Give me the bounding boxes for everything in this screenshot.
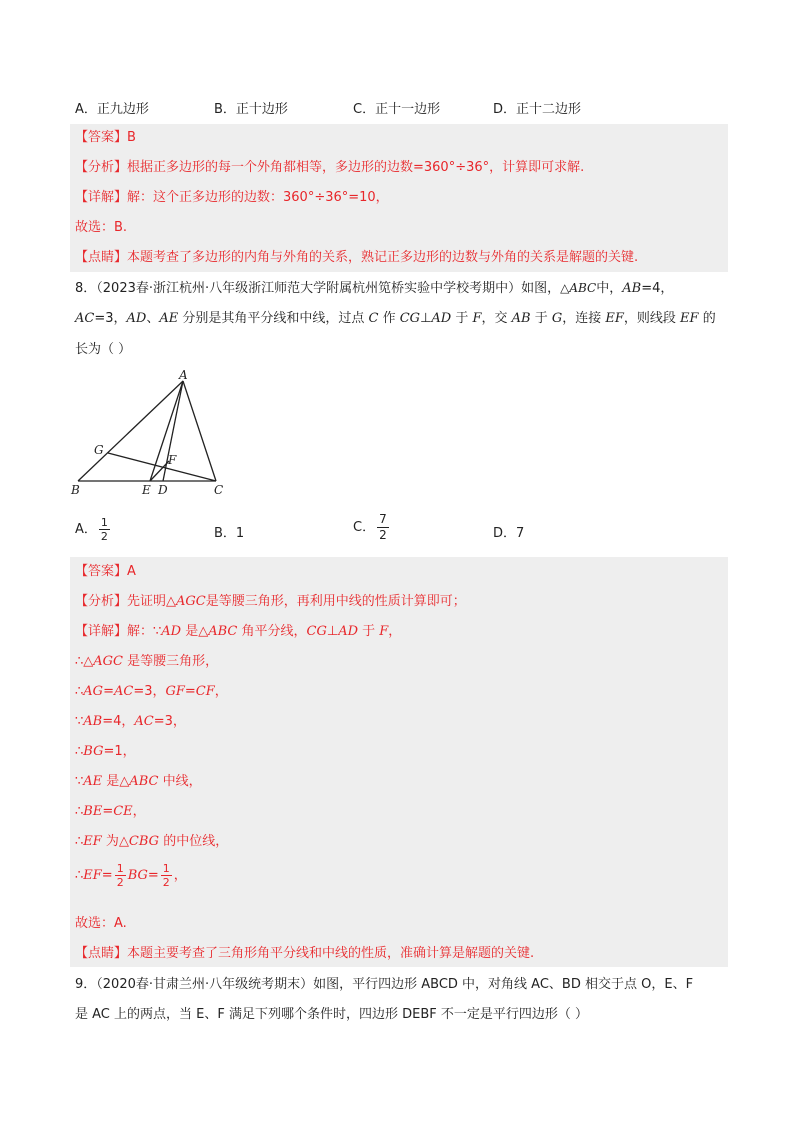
- q8-answer: 【答案】A: [75, 564, 136, 579]
- q8-triangle-figure: [68, 366, 238, 500]
- q8-step-8: ∴EF= $\frac{1}{2}$ BG= $\frac{1}{2}$ ，: [75, 862, 187, 889]
- q8-step-6: ∴BE=CE，: [75, 804, 146, 819]
- q8-step-4: ∴BG=1，: [75, 744, 136, 759]
- point-label-c: C: [214, 483, 224, 497]
- q7-answer: 【答案】B: [75, 130, 136, 145]
- q8-option-c: C． $\frac{7}{2}$: [353, 512, 387, 542]
- q7-comment: 【点睛】本题考查了多边形的内角与外角的关系，熟记正多边形的边数与外角的关系是解题的关键.: [75, 250, 639, 265]
- q7-choose: 故选：B.: [75, 220, 128, 235]
- q8-step-3: ∵AB=4，AC=3，: [75, 714, 186, 729]
- point-label-a: A: [179, 368, 188, 382]
- q8-option-a: A． $\frac{1}{2}$: [75, 516, 108, 543]
- point-label-g: G: [94, 443, 104, 457]
- q8-option-d: D．7: [493, 526, 525, 541]
- q9-stem-line2: 是 AC 上的两点，当 E、F 满足下列哪个条件时，四边形 DEBF 不一定是平行四边形（ ）: [75, 1007, 588, 1022]
- q8-solution-block: [70, 557, 728, 967]
- q8-analysis: 【分析】先证明△AGC是等腰三角形，再利用中线的性质计算即可；: [75, 594, 466, 609]
- q7-option-a: A．正九边形: [75, 102, 149, 117]
- q7-option-c: C．正十一边形: [353, 102, 441, 117]
- q8-stem-line2: AC=3，AD、AE 分别是其角平分线和中线，过点 C 作 CG⊥AD 于 F，交 AB 于 G，连接 EF，则线段 EF 的: [75, 311, 716, 326]
- q8-detail: 【详解】解：∵AD 是△ABC 角平分线，CG⊥AD 于 F，: [75, 624, 402, 639]
- q9-stem-line1: 9．（2020春·甘肃兰州·八年级统考期末）如图，平行四边形 ABCD 中，对角线 AC、BD 相交于点 O，E、F: [75, 977, 694, 992]
- q7-option-b: B．正十边形: [214, 102, 288, 117]
- q8-stem-line1: 8．（2023春·浙江杭州·八年级浙江师范大学附属杭州笕桥实验中学校考期中）如图，△ABC中，AB=4，: [75, 281, 674, 296]
- point-label-f: F: [168, 453, 177, 467]
- segment-ac: [183, 381, 216, 481]
- q8-step-1: ∴△AGC 是等腰三角形，: [75, 654, 219, 669]
- q8-step-7: ∴EF 为△CBG 的中位线，: [75, 834, 229, 849]
- point-label-e: E: [142, 483, 151, 497]
- q8-choose: 故选：A.: [75, 916, 127, 931]
- segment-gc: [108, 453, 216, 481]
- q8-stem-line3: 长为（ ）: [75, 342, 132, 357]
- q8-step-2: ∴AG=AC=3，GF=CF，: [75, 684, 228, 699]
- point-label-b: B: [71, 483, 80, 497]
- q8-option-b: B．1: [214, 526, 245, 541]
- q8-comment: 【点睛】本题主要考查了三角形角平分线和中线的性质，准确计算是解题的关键.: [75, 946, 535, 961]
- point-label-d: D: [158, 483, 168, 497]
- q7-option-d: D．正十二边形: [493, 102, 582, 117]
- q8-step-5: ∵AE 是△ABC 中线，: [75, 774, 202, 789]
- q7-analysis: 【分析】根据正多边形的每一个外角都相等，多边形的边数=360°÷36°，计算即可求解.: [75, 160, 585, 175]
- q7-detail: 【详解】解：这个正多边形的边数：360°÷36°=10，: [75, 190, 389, 205]
